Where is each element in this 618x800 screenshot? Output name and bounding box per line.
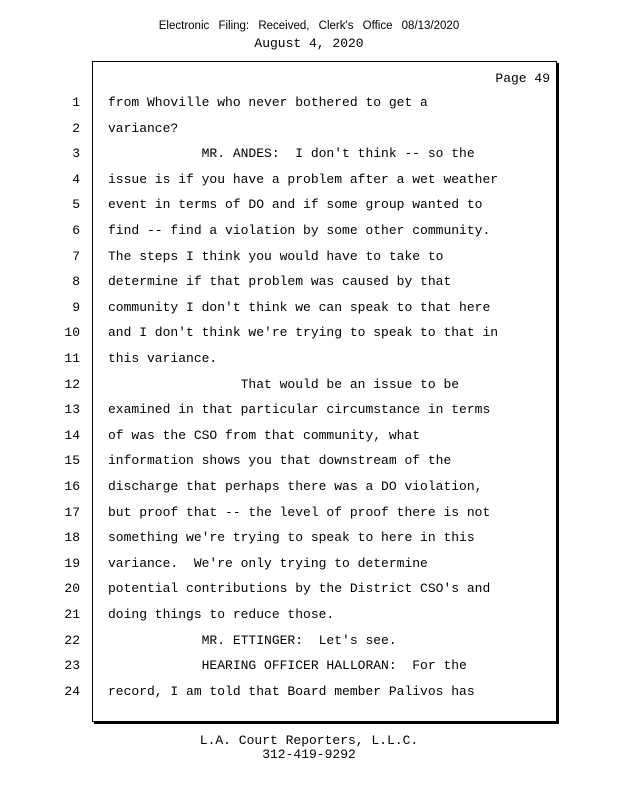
transcript-line-text: variance? xyxy=(108,121,179,136)
line-number: 14 xyxy=(64,428,80,443)
line-number: 5 xyxy=(72,197,80,212)
line-number: 13 xyxy=(64,402,80,417)
transcript-line-text: of was the CSO from that community, what xyxy=(108,428,421,443)
transcript-line-text: information shows you that downstream of the xyxy=(108,453,452,468)
line-number: 3 xyxy=(72,146,80,161)
line-number: 6 xyxy=(72,223,80,238)
transcript-line-text: examined in that particular circumstance in terms xyxy=(108,402,491,417)
transcript-line-text: HEARING OFFICER HALLORAN: For the xyxy=(108,658,467,673)
page-number: Page 49 xyxy=(495,71,550,86)
transcript-line-text: and I don't think we're trying to speak to that in xyxy=(108,325,499,340)
transcript-line-text: issue is if you have a problem after a wet weather xyxy=(108,172,499,187)
transcript-line-text: community I don't think we can speak to that here xyxy=(108,300,491,315)
line-number: 21 xyxy=(64,607,80,622)
transcript-line-text: from Whoville who never bothered to get a xyxy=(108,95,428,110)
transcript-line-text: determine if that problem was caused by that xyxy=(108,274,452,289)
transcript-line-text: something we're trying to speak to here in this xyxy=(108,530,475,545)
transcript-line-text: discharge that perhaps there was a DO violation, xyxy=(108,479,483,494)
line-number: 16 xyxy=(64,479,80,494)
transcript-line-text: MR. ETTINGER: Let's see. xyxy=(108,633,397,648)
line-number: 11 xyxy=(64,351,80,366)
line-number: 18 xyxy=(64,530,80,545)
line-number: 15 xyxy=(64,453,80,468)
line-number: 24 xyxy=(64,684,80,699)
line-number: 4 xyxy=(72,172,80,187)
line-number: 17 xyxy=(64,505,80,520)
line-number: 22 xyxy=(64,633,80,648)
transcript-date: August 4, 2020 xyxy=(254,36,364,51)
transcript-line-text: potential contributions by the District CSO's and xyxy=(108,581,491,596)
line-number: 10 xyxy=(64,325,80,340)
line-number: 23 xyxy=(64,658,80,673)
transcript-line-text: That would be an issue to be xyxy=(108,377,460,392)
line-number: 20 xyxy=(64,581,80,596)
transcript-line-text: event in terms of DO and if some group wanted to xyxy=(108,197,483,212)
filing-stamp: Electronic Filing: Received, Clerk's Office 08/13/2020 xyxy=(158,20,460,32)
transcript-line-text: variance. We're only trying to determine xyxy=(108,556,428,571)
line-number: 19 xyxy=(64,556,80,571)
line-number: 7 xyxy=(72,249,80,264)
transcript-line-text: doing things to reduce those. xyxy=(108,607,335,622)
line-number: 12 xyxy=(64,377,80,392)
line-number: 1 xyxy=(72,95,80,110)
reporter-company: L.A. Court Reporters, L.L.C. xyxy=(199,733,419,748)
reporter-phone: 312-419-9292 xyxy=(262,747,356,762)
transcript-line-text: The steps I think you would have to take to xyxy=(108,249,444,264)
transcript-line-text: but proof that -- the level of proof there is not xyxy=(108,505,491,520)
line-number: 8 xyxy=(72,274,80,289)
line-number: 9 xyxy=(72,300,80,315)
transcript-line-text: record, I am told that Board member Palivos has xyxy=(108,684,475,699)
transcript-line-text: this variance. xyxy=(108,351,218,366)
transcript-line-text: MR. ANDES: I don't think -- so the xyxy=(108,146,475,161)
transcript-line-text: find -- find a violation by some other community. xyxy=(108,223,491,238)
line-number: 2 xyxy=(72,121,80,136)
